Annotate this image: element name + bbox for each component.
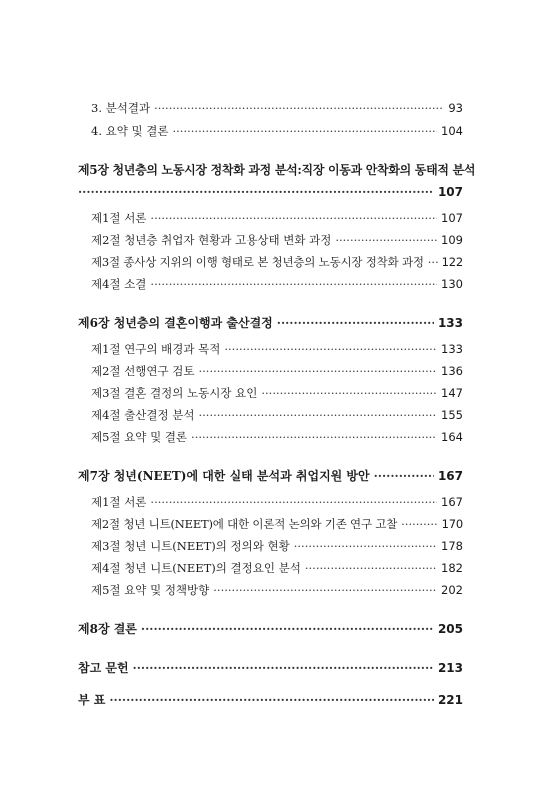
chapter-6-title: 제6장 청년층의 결혼이행과 출산결정: [78, 316, 273, 330]
toc-entry[interactable]: [91, 364, 463, 378]
leader-dots: [78, 185, 434, 199]
chapter-7-page: 167: [437, 469, 463, 483]
toc-entry[interactable]: [91, 539, 463, 553]
toc-entry-label: 제2절 선행연구 검토: [91, 364, 195, 378]
toc-entry-page: 178: [441, 539, 463, 553]
toc-entry-page: 107: [441, 211, 463, 225]
toc-entry[interactable]: [91, 561, 463, 575]
toc-entry[interactable]: [91, 124, 463, 138]
chapter-5-page: 107: [437, 185, 463, 199]
toc-entry-page: 136: [441, 364, 463, 378]
toc-entry-label: 제1절 서론: [91, 211, 147, 225]
references-title: 참고 문헌: [78, 661, 129, 675]
toc-entry-label: 제5절 요약 및 결론: [91, 430, 188, 444]
references-page: 213: [437, 661, 463, 675]
references-entry[interactable]: [78, 661, 463, 675]
toc-entry-label: 3. 분석결과: [91, 101, 151, 115]
toc-entry-label: 4. 요약 및 결론: [91, 124, 169, 138]
leader-dots: [191, 430, 437, 444]
chapter-5-title[interactable]: 제5장 청년층의 노동시장 정착화 과정 분석:직장 이동과 안착화의 동태적 분석: [78, 163, 476, 177]
toc-entry-page: 202: [441, 583, 463, 597]
toc-entry[interactable]: [91, 517, 463, 531]
chapter-8-entry[interactable]: [78, 622, 463, 636]
toc-entry-page: 155: [441, 408, 463, 422]
toc-entry-label: 제5절 요약 및 정책방향: [91, 583, 210, 597]
toc-entry[interactable]: [91, 495, 463, 509]
leader-dots: [141, 622, 434, 636]
leader-dots: [213, 583, 437, 597]
toc-entry-page: 109: [441, 233, 463, 247]
toc-entry-page: 130: [441, 277, 463, 291]
leader-dots: [428, 255, 438, 269]
leader-dots: [224, 342, 437, 356]
toc-entry-page: 147: [441, 386, 463, 400]
chapter-6-page: 133: [437, 316, 463, 330]
toc-entry[interactable]: [91, 430, 463, 444]
toc-entry-label: 제4절 출산결정 분석: [91, 408, 195, 422]
leader-dots: [294, 539, 437, 553]
toc-entry[interactable]: [91, 342, 463, 356]
toc-entry[interactable]: [91, 408, 463, 422]
toc-entry-page: 104: [441, 124, 463, 138]
toc-entry-page: 93: [448, 101, 463, 115]
leader-dots: [133, 661, 434, 675]
toc-entry[interactable]: [91, 277, 463, 291]
leader-dots: [109, 693, 434, 707]
toc-entry-label: 제4절 소결: [91, 277, 147, 291]
leader-dots: [199, 364, 438, 378]
toc-entry-page: 170: [441, 517, 463, 531]
toc-entry-label: 제3절 결혼 결정의 노동시장 요인: [91, 386, 258, 400]
toc-entry[interactable]: [91, 583, 463, 597]
leader-dots: [199, 408, 438, 422]
leader-dots: [261, 386, 437, 400]
toc-entry-label: 제2절 청년층 취업자 현황과 고용상태 변화 과정: [91, 233, 332, 247]
leader-dots: [277, 316, 434, 330]
toc-entry[interactable]: [91, 233, 463, 247]
leader-dots: [374, 469, 434, 483]
leader-dots: [150, 211, 437, 225]
toc-entry-page: 122: [441, 255, 463, 269]
chapter-6-entry[interactable]: [78, 316, 463, 330]
chapter-8-title: 제8장 결론: [78, 622, 137, 636]
appendix-page: 221: [437, 693, 463, 707]
leader-dots: [150, 495, 437, 509]
toc-entry[interactable]: [91, 386, 463, 400]
toc-entry-label: 제1절 서론: [91, 495, 147, 509]
toc-entry[interactable]: [91, 255, 463, 269]
toc-entry-label: 제4절 청년 니트(NEET)의 결정요인 분석: [91, 561, 301, 575]
leader-dots: [305, 561, 437, 575]
toc-entry[interactable]: [91, 211, 463, 225]
toc-entry-label: 제1절 연구의 배경과 목적: [91, 342, 221, 356]
chapter-5-entry[interactable]: [78, 185, 463, 199]
toc-entry-label: 제3절 종사상 지위의 이행 형태로 본 청년층의 노동시장 정착화 과정: [91, 255, 424, 269]
chapter-8-page: 205: [437, 622, 463, 636]
leader-dots: [150, 277, 437, 291]
toc-entry-label: 제2절 청년 니트(NEET)에 대한 이론적 논의와 기존 연구 고찰: [91, 517, 398, 531]
appendix-entry[interactable]: [78, 693, 463, 707]
toc-entry-page: 167: [441, 495, 463, 509]
toc-entry-page: 164: [441, 430, 463, 444]
toc-entry-page: 133: [441, 342, 463, 356]
toc-entry[interactable]: [91, 101, 463, 115]
leader-dots: [154, 101, 444, 115]
chapter-7-title: 제7장 청년(NEET)에 대한 실태 분석과 취업지원 방안: [78, 469, 370, 483]
leader-dots: [401, 517, 437, 531]
chapter-7-entry[interactable]: [78, 469, 463, 483]
leader-dots: [172, 124, 437, 138]
toc-entry-label: 제3절 청년 니트(NEET)의 정의와 현황: [91, 539, 290, 553]
appendix-title: 부 표: [78, 693, 106, 707]
toc-entry-page: 182: [441, 561, 463, 575]
leader-dots: [335, 233, 437, 247]
